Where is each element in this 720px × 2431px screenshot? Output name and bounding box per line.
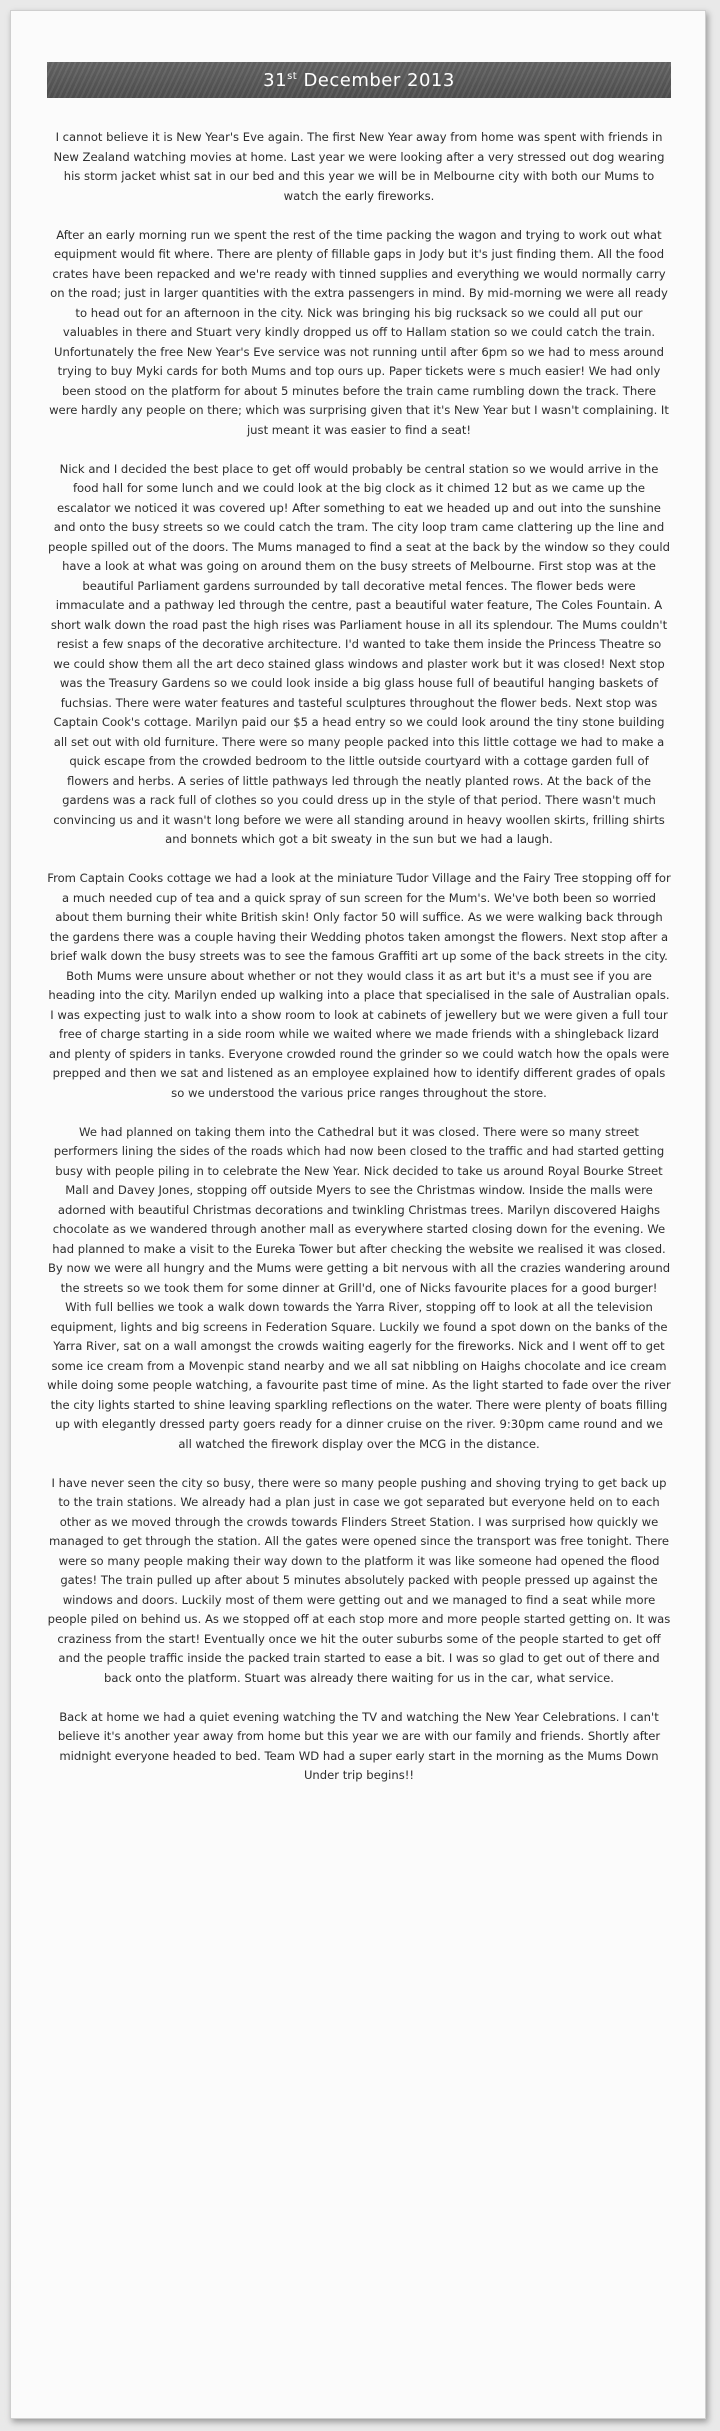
paragraph-train-trip: After an early morning run we spent the rest of the time packing the wagon and trying to work out what equipment would fit where. There are plenty of fillable gaps in Jody but it's just finding them. All the food crates have been repacked and we're ready with tinned supplies and everything we would normally carry on the road; just in larger quantities with the extra passengers in mind. By mid-morning we were all ready to head out for an afternoon in the city. Nick was bringing his big rucksack so we could all put our valuables in there and Stuart very kindly dropped us off to Hallam station so we could catch the train. Unfortunately the free New Year's Eve service was not running until after 6pm so we had to mess around trying to buy Myki cards for both Mums and top ours up. Paper tickets were s much easier! We had only been stood on the platform for about 5 minutes before the train came rumbling down the track. There were hardly any people on there; which was surprising given that it's New Year but I wasn't complaining. It just meant it was easier to find a seat! (49, 227, 669, 437)
paragraph-fireworks: We had planned on taking them into the Cathedral but it was closed. There were so many street performers lining the sides of the roads which had now been closed to the traffic and had started getting busy with people piling in to celebrate the New Year. Nick decided to take us around Royal Bourke Street Mall and Davey Jones, stopping off outside Myers to see the Christmas window. Inside the malls were adorned with beautiful Christmas decorations and twinkling Christmas trees. Marilyn discovered Haighs chocolate as we wandered through another mall as everywhere started closing down for the evening. We had planned to make a visit to the Eureka Tower but after checking the website we realised it was closed. By now we were all hungry and the Mums were getting a bit nervous with all the crazies wandering around the streets so we took them for some dinner at Grill'd, one of Nicks favourite places for a good burger! With full bellies we took a walk down towards the Yarra River, stopping off to look at all the television equipment, lights and big screens in Federation Square. Luckily we found a spot down on the banks of the Yarra River, sat on a wall amongst the crowds waiting eagerly for the fireworks. Nick and I went off to get some ice cream from a Movenpic stand nearby and we all sat nibbling on Haighs chocolate and ice cream while doing some people watching, a favourite past time of mine. As the light started to fade over the river the city lights started to shine leaving sparkling reflections on the water. There were plenty of boats filling up with elegantly dressed party goers ready for a dinner cruise on the river. 9:30pm came round and we all watched the firework display over the MCG in the distance. (47, 1124, 671, 1451)
title-day-suffix: st (287, 70, 298, 82)
paragraph-city-tour: Nick and I decided the best place to get off would probably be central station so we would arrive in the food hall for some lunch and we could look at the big clock as it chimed 12 but as we came up the escalator we noticed it was covered up! After something to eat we headed up and out into the sunshine and onto the busy streets so we could catch the tram. The city loop tram came clattering up the line and people spilled out of the doors. The Mums managed to find a seat at the back by the window so they could have a look at what was going on around them on the busy streets of Melbourne. First stop was at the beautiful Parliament gardens surrounded by tall decorative metal fences. The flower beds were immaculate and a pathway led through the centre, past a beautiful water feature, The Coles Fountain. A short walk down the road past the high rises was Parliament house in all its splendour. The Mums couldn't resist a few snaps of the decorative architecture. I'd wanted to take them inside the Princess Theatre so we could show them all the art deco stained glass windows and plaster work but it was closed! Next stop was the Treasury Gardens so we could look inside a big glass house full of beautiful hanging baskets of fuchsias. There were water features and tasteful sculptures throughout the flower beds. Next stop was Captain Cook's cottage. Marilyn paid our $5 a head entry so we could look around the tiny stone building all set out with old furniture. There were so many people packed into this little cottage we had to make a quick escape from the crowded bedroom to the little outside courtyard with a cottage garden full of flowers and herbs. A series of little pathways led through the neatly planted rows. At the back of the gardens was a rack full of clothes so you could dress up in the style of that period. There wasn't much convincing us and it wasn't long before we were all standing around in heavy woollen skirts, frilling shirts and bonnets which got a bit sweaty in the sun but we had a laugh. (48, 461, 670, 846)
paragraph-intro: I cannot believe it is New Year's Eve again. The first New Year away from home was spent with friends in New Zealand watching movies at home. Last year we were looking after a very stressed out dog wearing his storm jacket whist sat in our bed and this year we will be in Melbourne city with both our Mums to watch the early fireworks. (53, 130, 665, 203)
paragraph-closing: Back at home we had a quiet evening watching the TV and watching the New Year Celebrations. I can't believe it's another year away from home but this year we are with our family and friends. Shortly after midnight everyone headed to bed. Team WD had a super early start in the morning as the Mums Down Under trip begins!! (57, 1709, 661, 1782)
date-banner (47, 62, 671, 98)
journal-body (47, 128, 671, 1805)
title-month-year: December 2013 (297, 69, 455, 91)
page-title (263, 70, 455, 91)
paragraph-cottage-opals: From Captain Cooks cottage we had a look at the miniature Tudor Village and the Fairy Tree stopping off for a much needed cup of tea and a quick spray of sun screen for the Mum's. We've both been so worried about them burning their white British skin! Only factor 50 will suffice. As we were walking back through the gardens there was a couple having their Wedding photos taken amongst the flowers. Next stop after a brief walk down the busy streets was to see the famous Graffiti art up some of the back streets in the city. Both Mums were unsure about whether or not they would class it as art but it's a must see if you are heading into the city. Marilyn ended up walking into a place that specialised in the sale of Australian opals. I was expecting just to walk into a show room to look at cabinets of jewellery but we were given a full tour free of charge starting in a side room while we waited where we made friends with a shingleback lizard and plenty of spiders in tanks. Everyone crowded round the grinder so we could watch how the opals were prepped and then we sat and listened as an employee explained how to identify different grades of opals so we understood the various price ranges throughout the store. (47, 871, 671, 1100)
journal-page (10, 10, 706, 2419)
title-day: 31 (263, 69, 288, 91)
paragraph-journey-home: I have never seen the city so busy, there were so many people pushing and shoving trying to get back up to the train stations. We already had a plan just in case we got separated but everyone held on to each other as we moved through the crowds towards Flinders Street Station. I was surprised how quickly we managed to get through the station. All the gates were opened since the transport was free tonight. There were so many people making their way down to the platform it was like someone had opened the flood gates! The train pulled up after about 5 minutes absolutely packed with people pressed up against the windows and doors. Luckily most of them were getting out and we managed to find a seat while more people piled on behind us. As we stopped off at each stop more and more people started getting on. It was craziness from the start! Eventually once we hit the outer suburbs some of the people started to get off and the people traffic inside the packed train started to ease a bit. I was so glad to get out of there and back onto the platform. Stuart was already there waiting for us in the car, what service. (47, 1475, 671, 1685)
